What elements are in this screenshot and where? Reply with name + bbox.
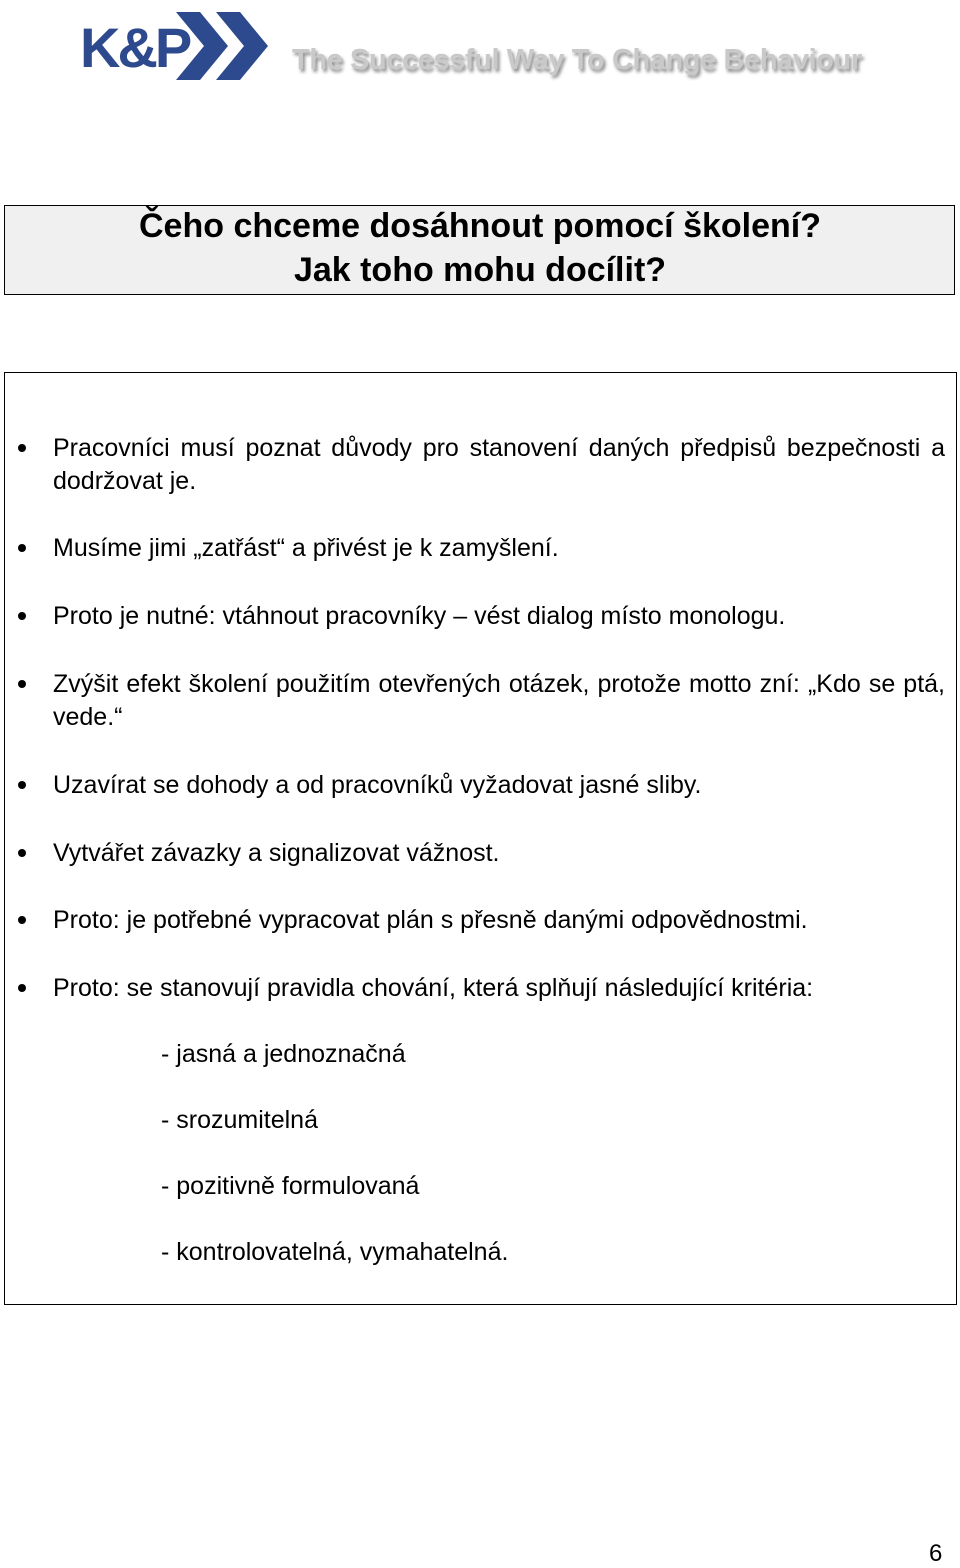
bullet-dot-icon	[18, 680, 26, 688]
criterion-item: - jasná a jednoznačná	[161, 1040, 406, 1068]
bullet-dot-icon	[18, 781, 26, 789]
criterion-item: - pozitivně formulovaná	[161, 1172, 420, 1200]
list-item	[53, 904, 945, 937]
tagline: The Successful Way To Change Behaviour	[292, 44, 862, 76]
page-subtitle: Jak toho mohu docílit?	[293, 251, 667, 289]
list-item-text: Pracovníci musí poznat důvody pro stanovení daných předpisů bezpečnosti a dodržovat je.	[53, 434, 945, 495]
list-item-text: Proto: se stanovují pravidla chování, která splňují následující kritéria:	[53, 974, 814, 1002]
list-item	[53, 769, 945, 802]
list-item-text: Uzavírat se dohody a od pracovníků vyžadovat jasné sliby.	[53, 771, 702, 799]
list-item-text: Vytvářet závazky a signalizovat vážnost.	[53, 839, 500, 867]
list-item-text: Musíme jimi „zatřást“ a přivést je k zamyšlení.	[53, 534, 559, 562]
page-number: 6	[929, 1540, 943, 1567]
header	[0, 0, 960, 110]
list-item	[53, 668, 945, 734]
criterion-item: - kontrolovatelná, vymahatelná.	[161, 1238, 509, 1266]
list-item-text: Zvýšit efekt školení použitím otevřených otázek, protože motto zní: „Kdo se ptá, vede.“	[53, 670, 945, 731]
company-logo: K&P	[80, 16, 190, 79]
list-item	[53, 972, 945, 1005]
list-item	[53, 432, 945, 498]
double-chevron-arrow-icon	[176, 12, 272, 80]
list-item	[53, 600, 945, 633]
list-item	[53, 837, 945, 870]
bullet-dot-icon	[18, 612, 26, 620]
bullet-dot-icon	[18, 849, 26, 857]
bullet-dot-icon	[18, 444, 26, 452]
list-item	[53, 532, 945, 565]
page-title: Čeho chceme dosáhnout pomocí školení?	[139, 207, 821, 245]
criterion-item: - srozumitelná	[161, 1106, 318, 1134]
bullet-dot-icon	[18, 544, 26, 552]
list-item-text: Proto je nutné: vtáhnout pracovníky – vést dialog místo monologu.	[53, 602, 786, 630]
bullet-dot-icon	[18, 984, 26, 992]
list-item-text: Proto: je potřebné vypracovat plán s přesně danými odpovědnostmi.	[53, 906, 808, 934]
bullet-dot-icon	[18, 916, 26, 924]
